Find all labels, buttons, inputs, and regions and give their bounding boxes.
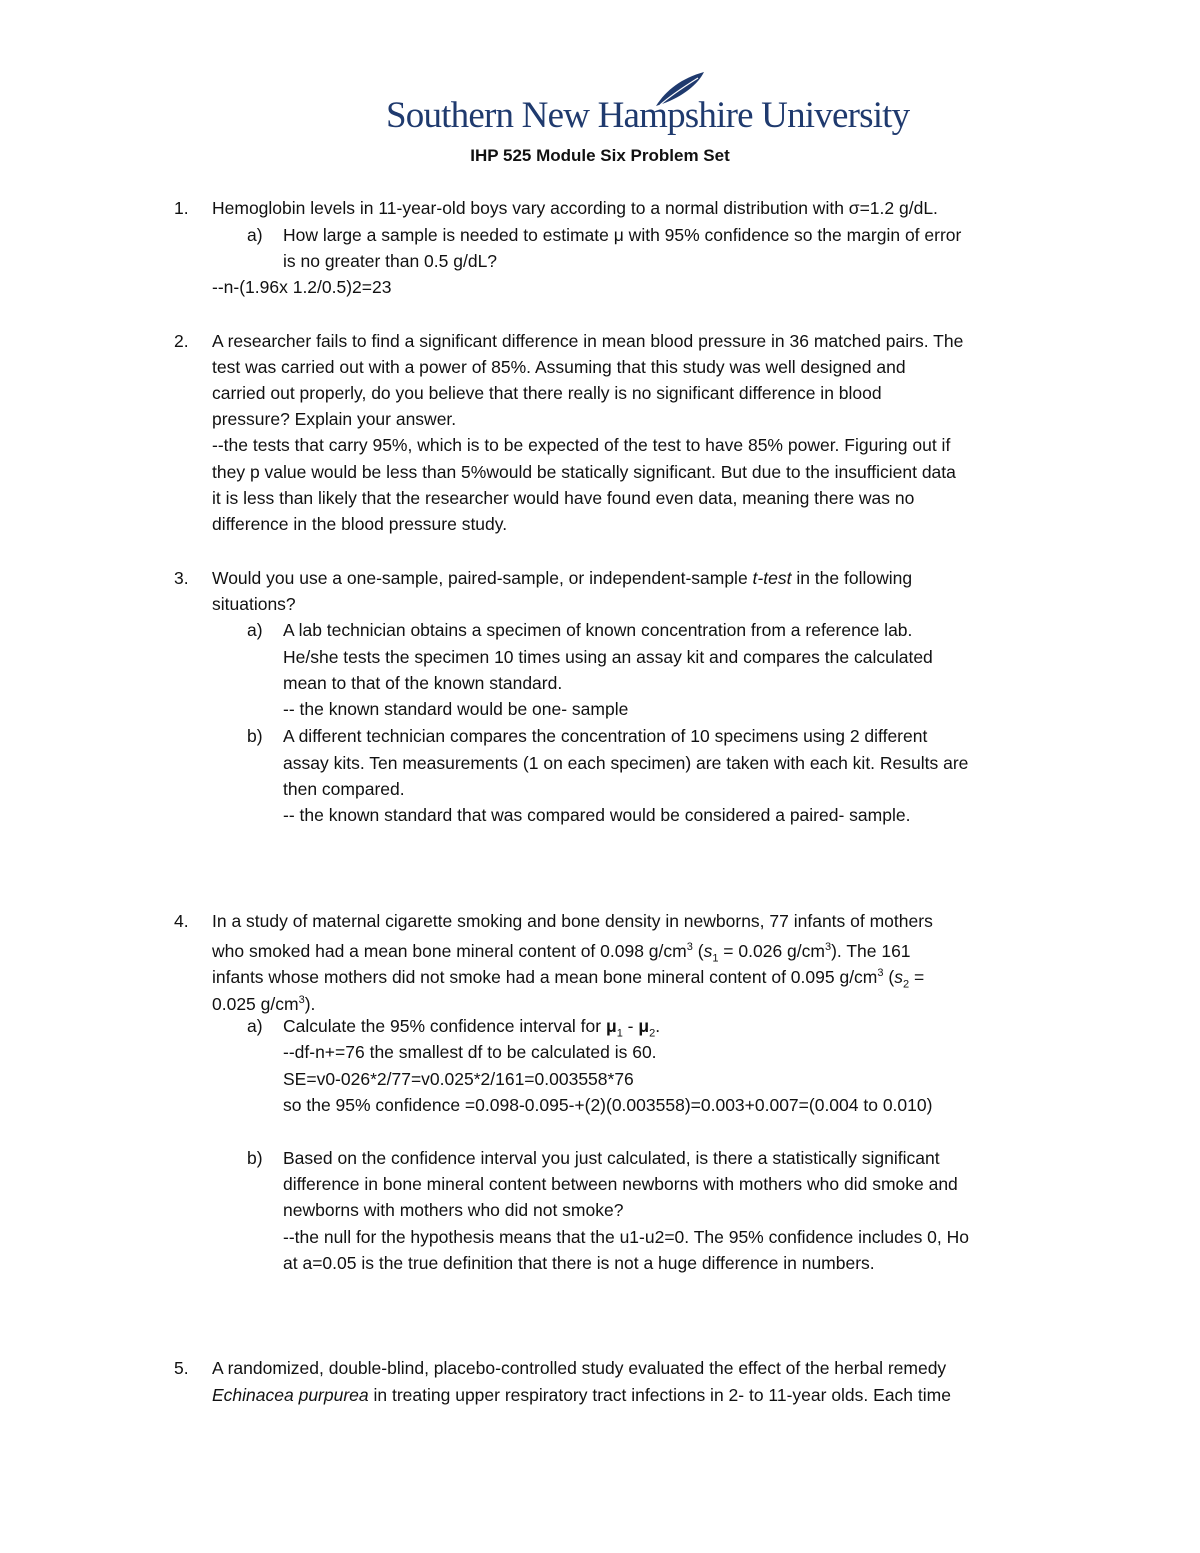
q1-answer: --n-(1.96x 1.2/0.5)2=23 (212, 277, 392, 297)
q4b-text-3: newborns with mothers who did not smoke? (283, 1200, 624, 1220)
q2-text-2: test was carried out with a power of 85%. Assuming that this study was well designed and (212, 357, 906, 377)
q2-answer-3: it is less than likely that the researcher would have found even data, meaning there was no (212, 488, 915, 508)
q3a-answer: -- the known standard would be one- sample (283, 699, 629, 719)
q4b-text-1: Based on the confidence interval you just calculated, is there a statistically significant (283, 1148, 940, 1168)
q4-text-4: 0.025 $g/cm^3$). (212, 993, 316, 1014)
q3b-label: b) (247, 726, 263, 746)
q3b-answer: -- the known standard that was compared would be considered a paired- sample. (283, 805, 911, 825)
q4a-answer-3: so the 95% confidence =0.098-0.095-+(2)(0.003558)=0.003+0.007=(0.004 to 0.010) (283, 1095, 933, 1115)
q4b-text-2: difference in bone mineral content between newborns with mothers who did smoke and (283, 1174, 958, 1194)
q1-text: Hemoglobin levels in 11-year-old boys vary according to a normal distribution with σ=1.2 g/dL. (212, 198, 938, 218)
university-name: Southern New Hampshire University (386, 95, 910, 136)
q4a-answer-2: SE=v0-026*2/77=v0.025*2/161=0.003558*76 (283, 1069, 634, 1089)
q4b-label: b) (247, 1148, 263, 1168)
q3b-text-2: assay kits. Ten measurements (1 on each specimen) are taken with each kit. Results are (283, 753, 969, 773)
echinacea-term: Echinacea purpurea (212, 1385, 369, 1405)
q2-text-4: pressure? Explain your answer. (212, 409, 457, 429)
q4-text-2: who smoked had a mean bone mineral content of 0.098 $g/cm^3$ ($s_1 = 0.026$ $g/cm^3$). The 161 (212, 940, 911, 965)
q4-text-1: In a study of maternal cigarette smoking and bone density in newborns, 77 infants of mothers (212, 911, 933, 931)
q4b-answer-2: at a=0.05 is the true definition that there is not a huge difference in numbers. (283, 1253, 875, 1273)
q5-text-2: Echinacea purpurea in treating upper respiratory tract infections in 2- to 11-year olds. Each time (212, 1385, 951, 1405)
q4a-answer-1: --df-n+=76 the smallest df to be calculated is 60. (283, 1042, 657, 1062)
q3b-text-3: then compared. (283, 779, 405, 799)
q4-text-3: infants whose mothers did not smoke had a mean bone mineral content of 0.095 $g/cm^3$ ($s_2$ = (212, 966, 925, 991)
q3-text-2: situations? (212, 594, 296, 614)
q3b-text-1: A different technician compares the concentration of 10 specimens using 2 different (283, 726, 928, 746)
q5-number: 5. (174, 1358, 189, 1378)
q2-text-3: carried out properly, do you believe that there really is no significant difference in blood (212, 383, 882, 403)
q4-number: 4. (174, 911, 189, 931)
q1a-label: a) (247, 225, 263, 245)
q3a-text-1: A lab technician obtains a specimen of known concentration from a reference lab. (283, 620, 913, 640)
q3-number: 3. (174, 568, 189, 588)
q4b-answer-1: --the null for the hypothesis means that the u1-u2=0. The 95% confidence includes 0, Ho (283, 1227, 970, 1247)
q2-answer-2: they p value would be less than 5%would be statically significant. But due to the insufficient data (212, 462, 956, 482)
q2-answer-4: difference in the blood pressure study. (212, 514, 508, 534)
q1a-text-2: is no greater than 0.5 g/dL? (283, 251, 498, 271)
q4a-question: Calculate the 95% confidence interval for $\mu_1 - \mu_2$. (283, 1016, 661, 1040)
q3-text-1: Would you use a one-sample, paired-sample, or independent-sample t-test in the following (212, 568, 913, 588)
t-test-term: t-test (752, 568, 792, 588)
university-logo (386, 68, 910, 138)
q1a-text-1: How large a sample is needed to estimate μ with 95% confidence so the margin of error (283, 225, 962, 245)
q4a-label: a) (247, 1016, 263, 1036)
q2-answer-1: --the tests that carry 95%, which is to be expected of the test to have 85% power. Figuring out if (212, 435, 951, 455)
q3a-text-2: He/she tests the specimen 10 times using an assay kit and compares the calculated (283, 647, 933, 667)
q3a-text-3: mean to that of the known standard. (283, 673, 563, 693)
page-title: IHP 525 Module Six Problem Set (470, 146, 730, 165)
q1-number: 1. (174, 198, 189, 218)
q2-text-1: A researcher fails to find a significant difference in mean blood pressure in 36 matched pairs. The (212, 331, 964, 351)
q3a-label: a) (247, 620, 263, 640)
q5-text-1: A randomized, double-blind, placebo-controlled study evaluated the effect of the herbal remedy (212, 1358, 947, 1378)
q2-number: 2. (174, 331, 189, 351)
